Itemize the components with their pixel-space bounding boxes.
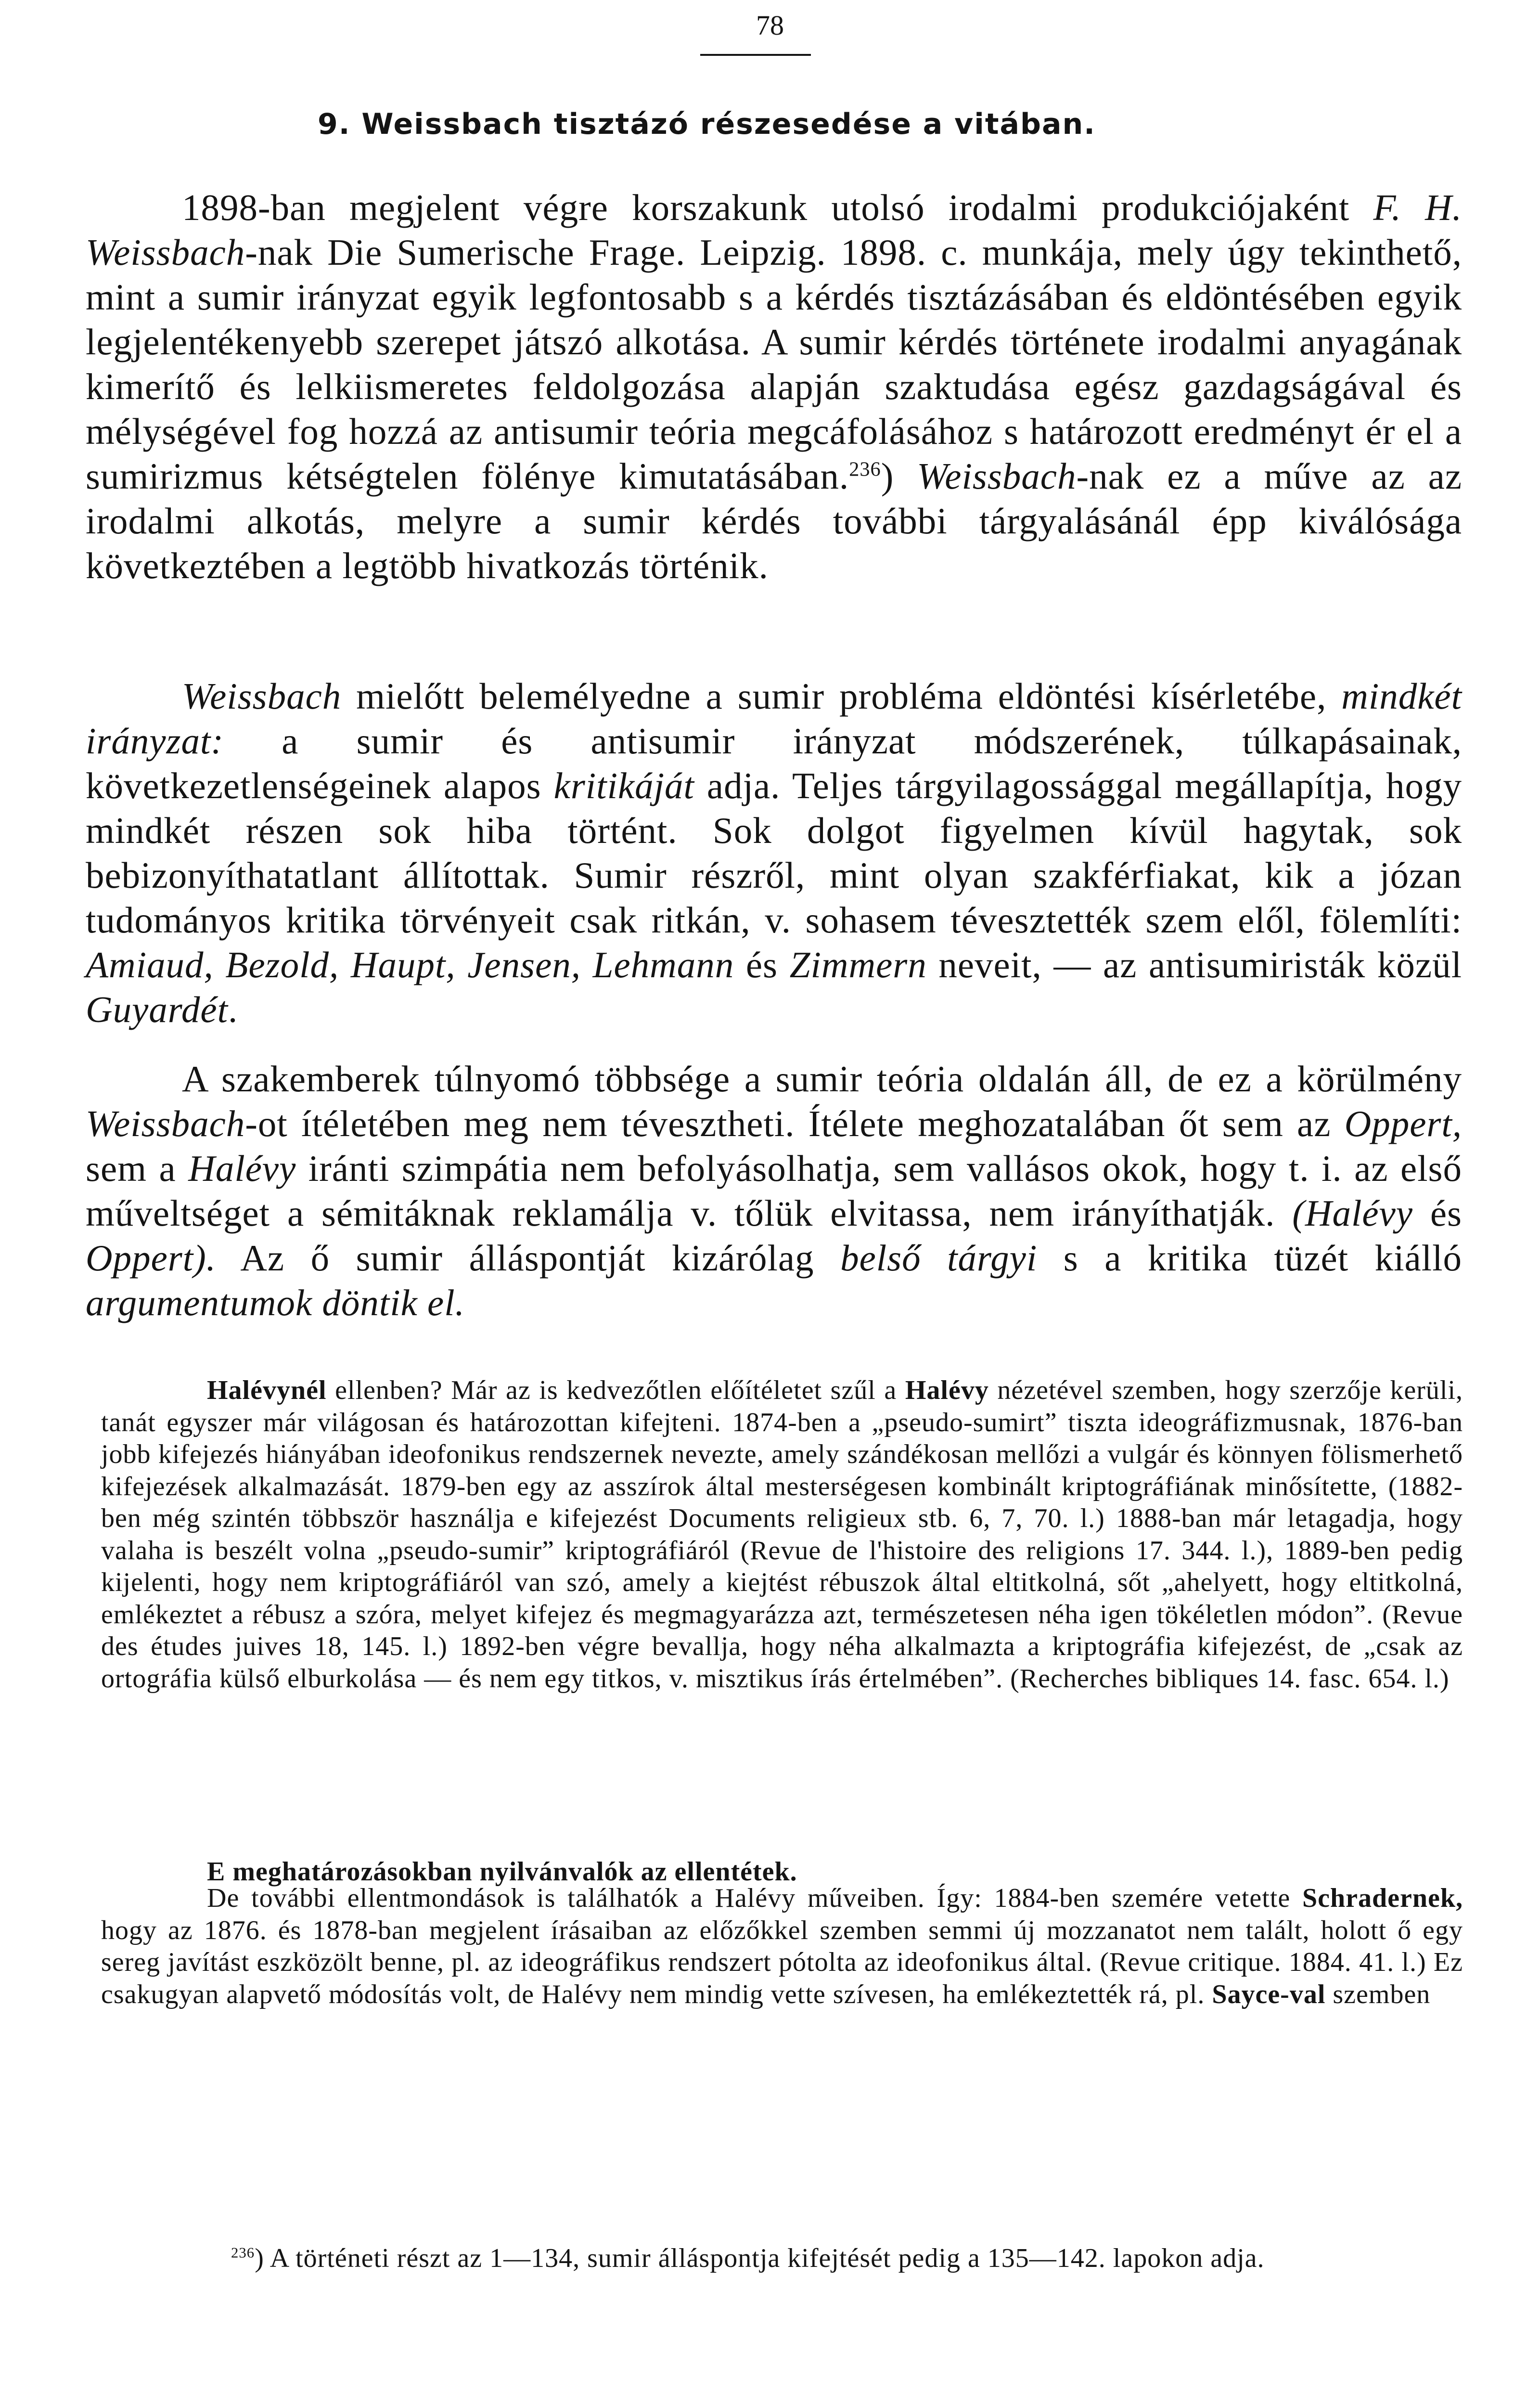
para1-text-2: -nak Die Sumerische Frage. Leipzig. 1898. c. munkája, mely úgy tekinthető, mint a sumir irányzat egyik legfontosabb s a kérdés tisztázásában és eldöntésében egyik legjelentékenyebb szerepet játszó alkotása. A sumir kérdés története irodalmi anyagának kimerítő és lelkiismeretes feldolgozása alapján szaktudása egész gazdagságával és mélységével fog hozzá az antisumir teória megcáfolásához s határozott eredményt ér el a sumirizmus kétségtelen fölénye kimutatásában. [86,232,1462,497]
para2-text-2: a sumir és antisumir irányzat módszerének, túlkapásainak, következetlenségeinek alapos [86,720,1462,806]
small3-bold-2: Sayce-val [1212,1979,1326,2009]
small3-text-3: szemben [1325,1979,1431,2009]
para2-italic-5: Zimmern [789,944,927,985]
small-paragraph-1 [101,1374,1463,1695]
small1-bold-2: Halévy [905,1375,989,1405]
para2-text-5: neveit, — az antisumiristák közül [926,944,1462,985]
small2-bold-heading: E meghatározásokban nyilvánvalók az ellentétek. [207,1857,797,1887]
para1-text-1: 1898-ban megjelent végre korszakunk utolsó irodalmi produkciójaként [182,187,1373,228]
para2-italic-2: mindkét irányzat: [86,675,1462,762]
paragraph-2 [86,674,1462,1032]
para1-italic-weissbach: Weissbach [917,455,1077,497]
para1-text-4: -nak ez a műve az az irodalmi alkotás, melyre a sumir kérdés további tárgyalásánál épp kiválósága következtében a legtöbb hivatkozás történik. [86,455,1462,586]
small-paragraph-3 [101,1882,1463,2010]
para2-italic-6: Guyardét [86,989,228,1030]
para2-italic-1: Weissbach [182,675,342,717]
para2-italic-3: kritikáját [553,765,694,806]
para3-italic-6: belső tárgyi [840,1237,1038,1279]
paragraph-3 [86,1057,1462,1325]
para1-text-3: ) [881,455,917,497]
para1-italic-author: F. H. Weissbach [86,187,1463,273]
section-title: 9. Weissbach tisztázó részesedése a vitában. [318,107,1096,141]
para3-text-1: A szakemberek túlnyomó többsége a sumir teória oldalán áll, de ez a körülmény [182,1058,1462,1100]
paragraph-1 [86,185,1462,588]
para3-text-3: sem a [86,1148,189,1189]
small1-text-2: nézetével szemben, hogy szerzője kerüli, tanát egyszer már világosan és határozottan kifejteni. 1874-ben a „pseudo-sumirt” tiszta ideográfizmusnak, 1876-ban jobb kifejezés hiányában ideofonikus rendszernek nevezte, amely szándékosan mellőzi a vulgár és könnyen fölismerhető kifejezések alkalmazását. 1879-ben egy az asszírok által mesterségesen kombinált kriptográfiának minősítette, (1882-ben még szintén többször használja e kifejezést Documents religieux stb. 6, 7, 70. l.) 1888-ban már letagadja, hogy valaha is beszélt volna „pseudo-sumir” kriptográfiáról (Revue de l'histoire des religions 17. 344. l.), 1889-ben pedig kijelenti, hogy nem kriptográfiáról van szó, amely a kiejtést rébuszok által eltitkolná, sőt „ahelyett, hogy eltitkolná, emlékeztet a rébusz a szóra, melyet kifejez és megmagyarázza azt, természetesen néha igen tökéletlen módon”. (Revue des études juives 18, 145. l.) 1892-ben végre bevallja, hogy néha alkalmazta a kriptográfia kifejezést, de „csak az ortográfia külső elburkolása — és nem egy titkos, v. misztikus írás értelmében”. (Recherches bibliques 14. fasc. 654. l.) [101,1375,1463,1694]
small3-text-2: hogy az 1876. és 1878-ban megjelent írásaiban az előzőkkel szemben semmi új mozzanatot nem talált, holott ő egy sereg javítást eszközölt benne, pl. az ideográfikus rendszert pótolta az ideofonikus által. (Revue critique. 1884. 41. l.) Ez csakugyan alapvető módosítás volt, de Halévy nem mindig vette szívesen, ha emlékeztették rá, pl. [101,1915,1463,2009]
page-number: 78 [756,10,784,41]
para3-italic-1: Weissbach [86,1103,245,1144]
para3-text-7: s a kritika tüzét kiálló [1037,1237,1463,1279]
para3-italic-7: argumentumok döntik el. [86,1282,465,1323]
footnote-number: 236 [231,2244,255,2261]
footnote-ref-236: 236 [849,458,881,481]
page-number-rule [700,54,811,56]
small1-bold-1: Halévynél [207,1375,327,1405]
small3-text-1: De további ellentmondások is találhatók a Halévy műveiben. Így: 1884-ben szemére vetette [207,1883,1302,1913]
small1-text-1: ellenben? Már az is kedvezőtlen előítéletet szűl a [326,1375,905,1405]
para3-italic-4: (Halévy [1292,1192,1413,1234]
para2-text-3: adja. Teljes tárgyilagossággal megállapítja, hogy mindkét részen sok hiba történt. Sok dolgot figyelmen kívül hagytak, sok bebizonyíthatatlant állítottak. Sumir részről, mint olyan szakférfiakat, kik a józan tudományos kritika törvényeit csak ritkán, v. sohasem tévesztették szem elől, fölemlíti: [86,765,1462,941]
para3-italic-3: Halévy [188,1148,296,1189]
para3-text-6: Az ő sumir álláspontját kizárólag [216,1237,841,1279]
para2-italic-4: Amiaud, Bezold, Haupt, Jensen, Lehmann [86,944,734,985]
para2-text-4: és [734,944,790,985]
para2-text-1: mielőtt belemélyedne a sumir probléma eldöntési kísérletébe, [341,675,1342,717]
para3-italic-2: Oppert, [1344,1103,1462,1144]
para3-italic-5: Oppert). [86,1237,217,1279]
footnote [101,2241,1463,2276]
small3-bold-1: Schradernek, [1302,1883,1463,1913]
para3-text-5: és [1412,1192,1462,1234]
para2-text-6: . [228,989,238,1030]
para3-text-2: -ot ítéletében meg nem tévesztheti. Ítélete meghozatalában őt sem az [245,1103,1345,1144]
footnote-text: ) A történeti részt az 1—134, sumir álláspontja kifejtését pedig a 135—142. lapokon adja. [255,2243,1265,2273]
para3-text-4: iránti szimpátia nem befolyásolhatja, sem vallásos okok, hogy t. i. az első műveltséget a sémitáknak reklamálja v. tőlük elvitassa, nem irányíthatják. [86,1148,1463,1234]
